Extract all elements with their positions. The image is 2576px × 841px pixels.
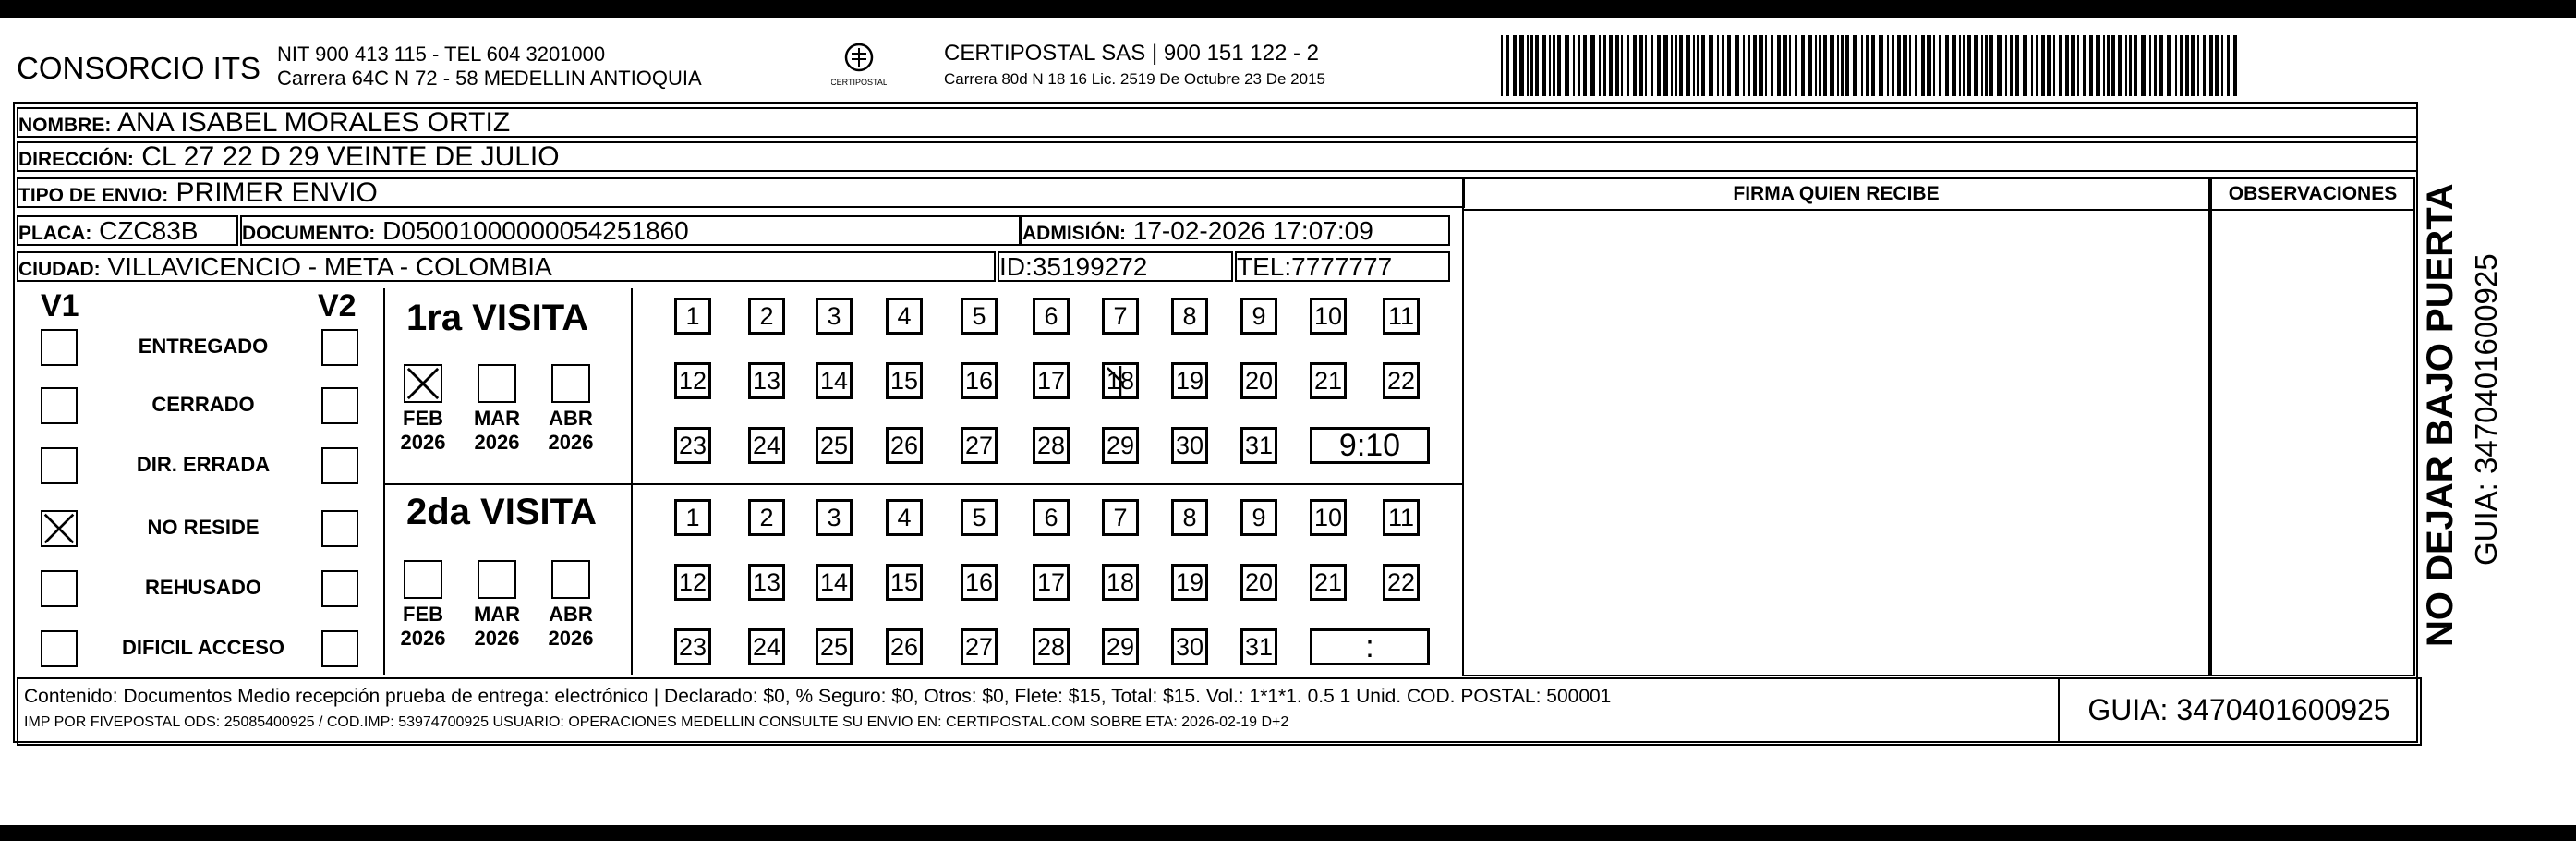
barcode-bar — [1609, 35, 1613, 96]
status-label-dir-errada: DIR. ERRADA — [136, 453, 271, 476]
barcode-bar — [1542, 35, 1546, 96]
barcode-bar — [1921, 35, 1925, 96]
barcode-bar — [1963, 35, 1965, 96]
barcode-bar — [1573, 35, 1575, 96]
visit1-month-caption — [394, 407, 452, 455]
visit2-day[interactable]: 17 — [1033, 564, 1070, 601]
barcode-bar — [1583, 35, 1587, 96]
visit1-day[interactable]: 3 — [816, 298, 853, 335]
visit2-day[interactable]: 22 — [1383, 564, 1420, 601]
barcode-bar — [1997, 35, 2002, 96]
bottom-scan-border — [0, 825, 2576, 841]
visit1-day[interactable]: 14 — [816, 362, 853, 399]
visit2-day[interactable]: 13 — [748, 564, 785, 601]
barcode-bar — [1657, 35, 1661, 96]
row-nombre — [17, 107, 2418, 138]
v1-checkbox-rehusado[interactable] — [41, 570, 78, 607]
barcode-bar — [1722, 35, 1724, 96]
barcode-bar — [2103, 35, 2105, 96]
barcode-bar — [1748, 35, 1750, 96]
visit2-time-box[interactable]: : — [1310, 628, 1430, 665]
visit2-month-feb-checkbox[interactable] — [404, 560, 442, 599]
v1-checkbox-dir-errada[interactable] — [41, 447, 78, 484]
direccion-label: DIRECCIÓN: — [18, 149, 134, 170]
barcode-bar — [1974, 35, 1978, 96]
visit2-day[interactable]: 18 — [1102, 564, 1139, 601]
day-mark — [1102, 362, 1139, 399]
barcode-bar — [2134, 35, 2137, 96]
visit-divider-left — [383, 483, 631, 485]
visit1-time-box[interactable]: 9:10 — [1310, 427, 1430, 464]
observaciones-header: OBSERVACIONES — [2210, 177, 2415, 211]
ciudad-value: VILLAVICENCIO - META - COLOMBIA — [107, 252, 552, 281]
visit1-month-label: MAR — [473, 407, 521, 430]
visit1-day[interactable]: 1 — [674, 298, 711, 335]
row-tipo — [17, 177, 1465, 208]
barcode-bar — [1679, 35, 1683, 96]
barcode-bar — [1633, 35, 1637, 96]
barcode-bar — [1927, 35, 1931, 96]
visit1-title: 1ra VISITA — [406, 298, 589, 338]
barcode-bar — [1866, 35, 1869, 96]
barcode-bar — [1933, 35, 1935, 96]
barcode-bar — [2233, 35, 2237, 96]
barcode-bar — [1981, 35, 1983, 96]
check-mark — [405, 366, 441, 401]
barcode-bar — [1735, 35, 1739, 96]
barcode-bar — [1783, 35, 1787, 96]
barcode-bar — [1887, 35, 1889, 96]
barcode-bar — [1789, 35, 1791, 96]
barcode-bar — [1519, 35, 1524, 96]
barcode-bar — [1985, 35, 1988, 96]
tel-cell — [1235, 251, 1450, 282]
barcode-bar — [1603, 35, 1606, 96]
barcode-bar — [2023, 35, 2027, 96]
documento-cell — [240, 215, 1021, 246]
barcode-bar — [2031, 35, 2033, 96]
observaciones-box — [2210, 177, 2415, 676]
visit2-day[interactable]: 8 — [1171, 499, 1208, 536]
documento-label: DOCUMENTO: — [242, 223, 376, 244]
top-scan-border — [0, 0, 2576, 18]
v1-checkbox-entregado[interactable] — [41, 329, 78, 366]
nombre-label: NOMBRE: — [18, 115, 112, 136]
visit1-day[interactable]: 24 — [748, 427, 785, 464]
barcode-bar — [1771, 35, 1773, 96]
visit1-day[interactable]: 19 — [1171, 362, 1208, 399]
barcode-bar — [2180, 35, 2183, 96]
barcode-bar — [1645, 35, 1647, 96]
visit1-day[interactable]: 9 — [1240, 298, 1277, 335]
barcode-bar — [1753, 35, 1757, 96]
visit1-day[interactable]: 17 — [1033, 362, 1070, 399]
no-dejar-warning: NO DEJAR BAJO PUERTA — [2420, 183, 2461, 647]
certipostal-title: CERTIPOSTAL SAS | 900 151 122 - 2 — [944, 41, 1319, 66]
visit1-month-label: FEB — [403, 407, 443, 430]
id-cell — [998, 251, 1233, 282]
barcode-bar — [1819, 35, 1821, 96]
visit1-day[interactable]: 4 — [886, 298, 923, 335]
barcode-bar — [2203, 35, 2206, 96]
barcode-bar — [1553, 35, 1555, 96]
visit2-day[interactable]: 30 — [1171, 628, 1208, 665]
barcode-bar — [1709, 35, 1713, 96]
barcode-bar — [2047, 35, 2051, 96]
visit2-day[interactable]: 9 — [1240, 499, 1277, 536]
v2-label: V2 — [318, 288, 357, 323]
visit2-day[interactable]: 26 — [886, 628, 923, 665]
barcode-bar — [1952, 35, 1956, 96]
barcode-bar — [2118, 35, 2122, 96]
barcode-bar — [1549, 35, 1551, 96]
visit2-month-caption — [394, 603, 452, 651]
visit1-day[interactable]: 13 — [748, 362, 785, 399]
visit2-title: 2da VISITA — [406, 492, 597, 532]
visit1-year-label: 2026 — [474, 431, 520, 454]
visit2-day[interactable]: 28 — [1033, 628, 1070, 665]
visit1-month-caption — [542, 407, 599, 455]
visit1-day[interactable]: 25 — [816, 427, 853, 464]
barcode-bar — [2053, 35, 2055, 96]
barcode-bar — [2191, 35, 2195, 96]
barcode-bar — [1879, 35, 1883, 96]
v2-checkbox-cerrado[interactable] — [321, 387, 358, 424]
tel-value: TEL:7777777 — [1237, 252, 1393, 281]
footer-imp: IMP POR FIVEPOSTAL ODS: 25085400925 / COD.IMP: 53974700925 USUARIO: OPERACIONES MEDELLIN CONSULTE SU ENVIO EN: CERTIPOSTAL.COM SOBRE ETA: 2026-02-19 D+2 — [24, 714, 1289, 730]
barcode-bar — [1759, 35, 1763, 96]
barcode-bar — [2059, 35, 2062, 96]
status-divider — [383, 288, 385, 675]
v2-checkbox-rehusado[interactable] — [321, 570, 358, 607]
ciudad-label: CIUDAD: — [18, 259, 101, 280]
company-address: Carrera 64C N 72 - 58 MEDELLIN ANTIOQUIA — [277, 67, 702, 90]
barcode-bar — [1777, 35, 1781, 96]
barcode-bar — [1513, 35, 1517, 96]
barcode-bar — [1701, 35, 1705, 96]
visit2-day[interactable]: 23 — [674, 628, 711, 665]
admision-cell — [1021, 215, 1450, 246]
shipment-barcode — [1501, 35, 2240, 96]
barcode-bar — [2111, 35, 2115, 96]
status-label-dificil-acceso: DIFICIL ACCESO — [121, 636, 284, 659]
visit2-day[interactable]: 19 — [1171, 564, 1208, 601]
documento-value: D05001000000054251860 — [382, 216, 689, 245]
barcode-bar — [2107, 35, 2110, 96]
barcode-bar — [1823, 35, 1827, 96]
barcode-bar — [1897, 35, 1901, 96]
visit2-day[interactable]: 7 — [1102, 499, 1139, 536]
barcode-bar — [1841, 35, 1844, 96]
visit2-day[interactable]: 5 — [961, 499, 998, 536]
barcode-bar — [1808, 35, 1812, 96]
visit2-day[interactable]: 3 — [816, 499, 853, 536]
visit2-day[interactable]: 2 — [748, 499, 785, 536]
v2-checkbox-dir-errada[interactable] — [321, 447, 358, 484]
placa-cell — [17, 215, 238, 246]
check-mark — [42, 512, 76, 545]
visit1-day[interactable]: 22 — [1383, 362, 1420, 399]
barcode-bar — [1565, 35, 1569, 96]
visit2-day[interactable]: 4 — [886, 499, 923, 536]
barcode-bar — [2141, 35, 2146, 96]
footer-contenido: Contenido: Documentos Medio recepción prueba de entrega: electrónico | Declarado: $0, % Seguro: $0, Otros: $0, Flete: $15, Total: $15. Vol.: 1*1*1. 0.5 1 Unid. COD. POSTAL: 500001 — [24, 686, 1612, 707]
barcode-bar — [2129, 35, 2132, 96]
v1-checkbox-dificil-acceso[interactable] — [41, 630, 78, 667]
v2-checkbox-entregado[interactable] — [321, 329, 358, 366]
visit2-day[interactable]: 31 — [1240, 628, 1277, 665]
certipostal-logo — [831, 37, 887, 92]
visit2-day[interactable]: 6 — [1033, 499, 1070, 536]
visit2-day[interactable]: 10 — [1310, 499, 1347, 536]
visit1-day[interactable]: 31 — [1240, 427, 1277, 464]
barcode-bar — [1686, 35, 1690, 96]
barcode-bar — [2149, 35, 2151, 96]
barcode-bar — [1837, 35, 1839, 96]
visit2-month-label: ABR — [549, 603, 593, 626]
visit2-month-caption — [468, 603, 526, 651]
visit1-day[interactable]: 30 — [1171, 427, 1208, 464]
visit1-day[interactable]: 29 — [1102, 427, 1139, 464]
barcode-bar — [2215, 35, 2219, 96]
visit1-day[interactable]: 15 — [886, 362, 923, 399]
barcode-bar — [1743, 35, 1745, 96]
barcode-bar — [1599, 35, 1601, 96]
tipo-value: PRIMER ENVIO — [175, 177, 378, 208]
visit2-month-label: FEB — [403, 603, 443, 626]
visit2-day[interactable]: 25 — [816, 628, 853, 665]
barcode-bar — [2005, 35, 2007, 96]
barcode-bar — [2041, 35, 2045, 96]
barcode-bar — [1621, 35, 1623, 96]
v1-checkbox-cerrado[interactable] — [41, 387, 78, 424]
placa-value: CZC83B — [99, 216, 199, 245]
visit1-day[interactable]: 10 — [1310, 298, 1347, 335]
barcode-bar — [1717, 35, 1719, 96]
barcode-bar — [1801, 35, 1805, 96]
visit2-day[interactable]: 11 — [1383, 499, 1420, 536]
status-label-cerrado: CERRADO — [151, 393, 255, 416]
barcode-bar — [1959, 35, 1961, 96]
visit2-month-label: MAR — [473, 603, 521, 626]
barcode-bar — [1506, 35, 1509, 96]
visit2-month-abr-checkbox[interactable] — [551, 560, 590, 599]
logo-text: CERTIPOSTAL — [831, 78, 887, 87]
visit2-day[interactable]: 24 — [748, 628, 785, 665]
visit2-year-label: 2026 — [548, 627, 594, 650]
barcode-bar — [2209, 35, 2213, 96]
barcode-bar — [2125, 35, 2127, 96]
barcode-bar — [2096, 35, 2100, 96]
placa-label: PLACA: — [18, 223, 92, 244]
visit1-day[interactable]: 5 — [961, 298, 998, 335]
visit1-day[interactable]: 21 — [1310, 362, 1347, 399]
ciudad-cell — [17, 251, 996, 282]
visit2-year-label: 2026 — [474, 627, 520, 650]
barcode-bar — [1557, 35, 1561, 96]
visit2-day[interactable]: 27 — [961, 628, 998, 665]
barcode-bar — [1671, 35, 1673, 96]
barcode-bar — [1795, 35, 1797, 96]
certipostal-license: Carrera 80d N 18 16 Lic. 2519 De Octubre 23 De 2015 — [944, 70, 1325, 88]
barcode-bar — [1967, 35, 1971, 96]
visit-divider-days — [631, 483, 1462, 485]
barcode-bar — [1530, 35, 1533, 96]
id-value: ID:35199272 — [999, 252, 1148, 281]
barcode-bar — [2185, 35, 2189, 96]
footer-guia: GUIA: 3470401600925 — [2058, 677, 2418, 742]
visit2-day[interactable]: 20 — [1240, 564, 1277, 601]
visit1-year-label: 2026 — [548, 431, 594, 454]
barcode-bar — [2175, 35, 2177, 96]
barcode-bar — [2077, 35, 2079, 96]
barcode-bar — [1578, 35, 1580, 96]
barcode-bar — [1590, 35, 1595, 96]
admision-value: 17-02-2026 17:07:09 — [1132, 216, 1373, 245]
barcode-bar — [1845, 35, 1849, 96]
visit2-day[interactable]: 16 — [961, 564, 998, 601]
barcode-bar — [1639, 35, 1643, 96]
barcode-bar — [1693, 35, 1695, 96]
barcode-bar — [2159, 35, 2163, 96]
admision-label: ADMISIÓN: — [1022, 223, 1126, 244]
visit2-day[interactable]: 15 — [886, 564, 923, 601]
barcode-bar — [2036, 35, 2038, 96]
visit1-month-feb-checkbox[interactable] — [404, 364, 442, 403]
visit1-day[interactable]: 26 — [886, 427, 923, 464]
barcode-bar — [2015, 35, 2019, 96]
nombre-value: ANA ISABEL MORALES ORTIZ — [117, 107, 511, 138]
v2-checkbox-no-reside[interactable] — [321, 510, 358, 547]
visit1-month-abr-checkbox[interactable] — [551, 364, 590, 403]
visit1-month-label: ABR — [549, 407, 593, 430]
visit2-year-label: 2026 — [400, 627, 446, 650]
visit1-year-label: 2026 — [400, 431, 446, 454]
visit1-day[interactable]: 6 — [1033, 298, 1070, 335]
barcode-bar — [1675, 35, 1677, 96]
visit2-day[interactable]: 21 — [1310, 564, 1347, 601]
barcode-bar — [1915, 35, 1917, 96]
barcode-bar — [1903, 35, 1907, 96]
barcode-bar — [2167, 35, 2171, 96]
visit-divider-right — [631, 288, 633, 675]
barcode-bar — [1871, 35, 1875, 96]
barcode-bar — [1853, 35, 1857, 96]
barcode-bar — [1615, 35, 1619, 96]
visit1-day[interactable]: 8 — [1171, 298, 1208, 335]
barcode-bar — [2089, 35, 2093, 96]
barcode-bar — [2010, 35, 2013, 96]
v1-label: V1 — [41, 288, 79, 323]
v2-checkbox-dificil-acceso[interactable] — [321, 630, 358, 667]
visit1-month-mar-checkbox[interactable] — [478, 364, 516, 403]
visit2-month-caption — [542, 603, 599, 651]
visit1-day[interactable]: 11 — [1383, 298, 1420, 335]
barcode-bar — [1527, 35, 1529, 96]
barcode-bar — [1989, 35, 1993, 96]
side-guia: GUIA: 3470401600925 — [2469, 253, 2503, 566]
visit2-day[interactable]: 1 — [674, 499, 711, 536]
firma-box — [1462, 177, 2210, 676]
visit2-day[interactable]: 12 — [674, 564, 711, 601]
barcode-bar — [1697, 35, 1699, 96]
company-nit: NIT 900 413 115 - TEL 604 3201000 — [277, 43, 606, 66]
row-direccion — [17, 141, 2418, 172]
visit2-month-mar-checkbox[interactable] — [478, 560, 516, 599]
v1-checkbox-no-reside[interactable] — [41, 510, 78, 547]
barcode-bar — [1830, 35, 1834, 96]
visit1-day[interactable]: 28 — [1033, 427, 1070, 464]
barcode-bar — [1663, 35, 1668, 96]
status-label-entregado: ENTREGADO — [138, 335, 269, 358]
barcode-bar — [2065, 35, 2069, 96]
visit1-day[interactable]: 12 — [674, 362, 711, 399]
barcode-bar — [1945, 35, 1949, 96]
barcode-bar — [1892, 35, 1894, 96]
firma-header: FIRMA QUIEN RECIBE — [1462, 177, 2210, 211]
visit1-day[interactable]: 23 — [674, 427, 711, 464]
barcode-bar — [2083, 35, 2086, 96]
status-label-no-reside: NO RESIDE — [147, 516, 260, 539]
visit1-day[interactable]: 2 — [748, 298, 785, 335]
visit1-month-caption — [468, 407, 526, 455]
barcode-bar — [2227, 35, 2230, 96]
visit1-day[interactable]: 27 — [961, 427, 998, 464]
visit1-day[interactable]: 16 — [961, 362, 998, 399]
visit2-day[interactable]: 29 — [1102, 628, 1139, 665]
company-name: CONSORCIO ITS — [17, 51, 261, 85]
direccion-value: CL 27 22 D 29 VEINTE DE JULIO — [141, 141, 560, 172]
visit1-day[interactable]: 7 — [1102, 298, 1139, 335]
status-label-rehusado: REHUSADO — [145, 576, 261, 599]
visit1-day[interactable]: 20 — [1240, 362, 1277, 399]
barcode-bar — [1765, 35, 1767, 96]
barcode-bar — [2071, 35, 2075, 96]
barcode-bar — [2197, 35, 2199, 96]
barcode-bar — [1651, 35, 1653, 96]
barcode-bar — [2154, 35, 2157, 96]
barcode-bar — [1909, 35, 1911, 96]
visit2-day[interactable]: 14 — [816, 564, 853, 601]
barcode-bar — [2221, 35, 2223, 96]
barcode-bar — [1815, 35, 1817, 96]
barcode-bar — [1535, 35, 1539, 96]
visit1-day[interactable]: 18 — [1102, 362, 1139, 399]
barcode-bar — [1861, 35, 1863, 96]
barcode-bar — [1939, 35, 1941, 96]
barcode-bar — [1501, 35, 1503, 96]
barcode-bar — [1627, 35, 1629, 96]
barcode-bar — [1727, 35, 1731, 96]
tipo-label: TIPO DE ENVIO: — [18, 185, 169, 206]
